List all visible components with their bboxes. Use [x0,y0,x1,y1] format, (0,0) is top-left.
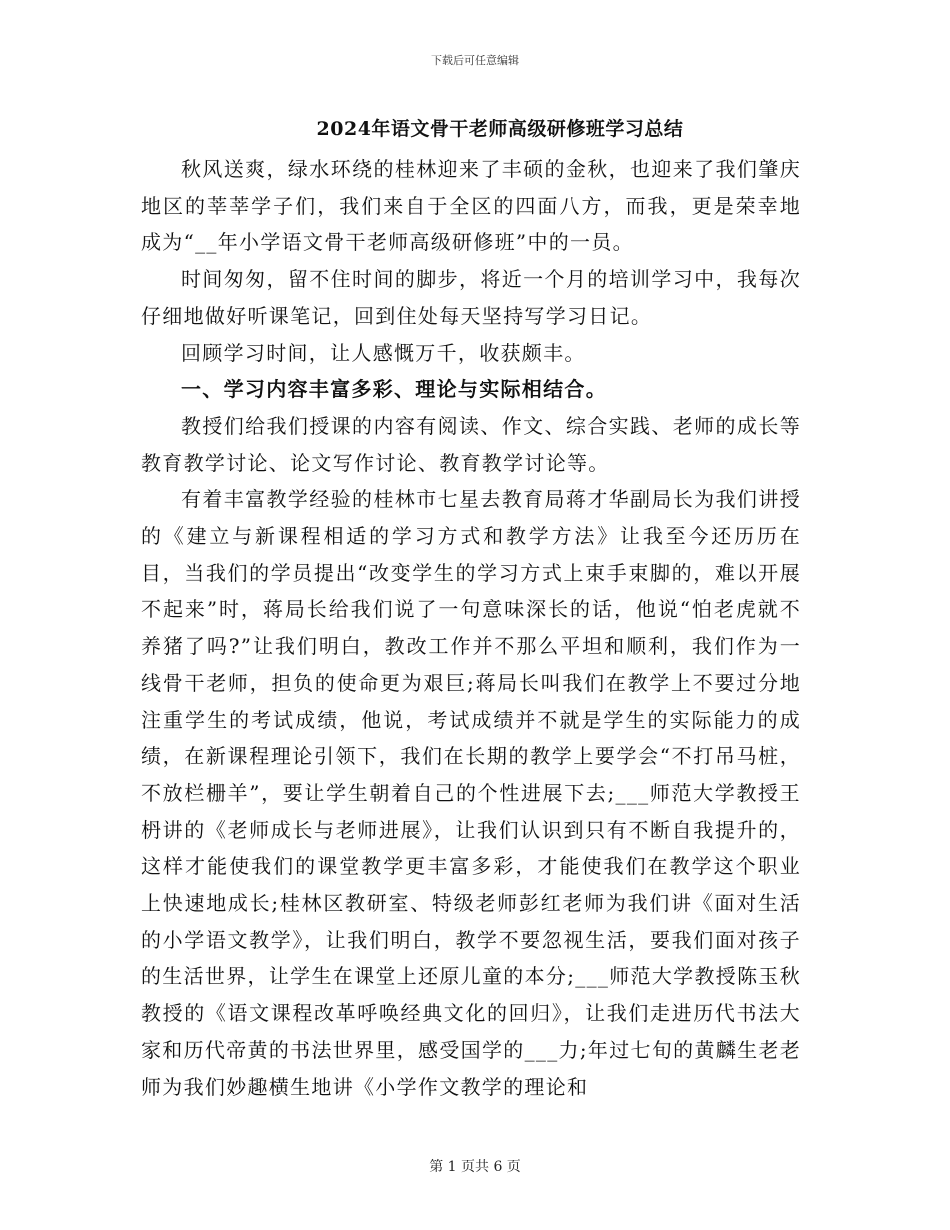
paragraph-lecturers: 有着丰富教学经验的桂林市七星去教育局蒋才华副局长为我们讲授的《建立与新课程相适的学习方式和教学方法》让我至今还历历在目，当我们的学员提出“改变学生的学习方式上束手束脚的，难以开展不起来”时，蒋局长给我们说了一句意味深长的话，他说“怕老虎就不养猪了吗?”让我们明白，教改工作并不那么平坦和顺利，我们作为一线骨干老师，担负的使命更为艰巨;蒋局长叫我们在教学上不要过分地注重学生的考试成绩，他说，考试成绩并不就是学生的实际能力的成绩，在新课程理论引领下，我们在长期的教学上要学会“不打吊马桩，不放栏栅羊”，要让学生朝着自己的个性进展下去;___师范大学教授王枬讲的《老师成长与老师进展》，让我们认识到只有不断自我提升的，这样才能使我们的课堂教学更丰富多彩，才能使我们在教学这个职业上快速地成长;桂林区教研室、特级老师彭红老师为我们讲《面对生活的小学语文教学》，让我们明白，教学不要忽视生活，要我们面对孩子的生活世界，让学生在课堂上还原儿童的本分;___师范大学教授陈玉秋教授的《语文课程改革呼唤经典文化的回归》，让我们走进历代书法大家和历代帝黄的书法世界里，感受国学的___力;年过七旬的黄麟生老老师为我们妙趣横生地讲《小学作文教学的理论和 [141,487,801,1099]
page-number: 第 1 页共 6 页 [429,1159,521,1175]
paragraph-intro: 秋风送爽，绿水环绕的桂林迎来了丰硕的金秋，也迎来了我们肇庆地区的莘莘学子们，我们来自于全区的四面八方，而我，更是荣幸地成为“__年小学语文骨干老师高级研修班”中的一员。 [141,157,801,255]
document-body [141,151,801,1105]
page-header-note: 下载后可任意编辑 [431,54,519,67]
document-title: 2024年语文骨干老师高级研修班学习总结 [316,118,684,140]
section-heading-1: 一、学习内容丰富多彩、理论与实际相结合。 [181,377,607,402]
paragraph-time: 时间匆匆，留不住时间的脚步，将近一个月的培训学习中，我每次仔细地做好听课笔记，回到住处每天坚持写学习日记。 [141,267,801,328]
paragraph-review: 回顾学习时间，让人感慨万千，收获颇丰。 [181,340,586,365]
paragraph-courses: 教授们给我们授课的内容有阅读、作文、综合实践、老师的成长等教育教学讨论、论文写作讨论、教育教学讨论等。 [141,413,801,475]
